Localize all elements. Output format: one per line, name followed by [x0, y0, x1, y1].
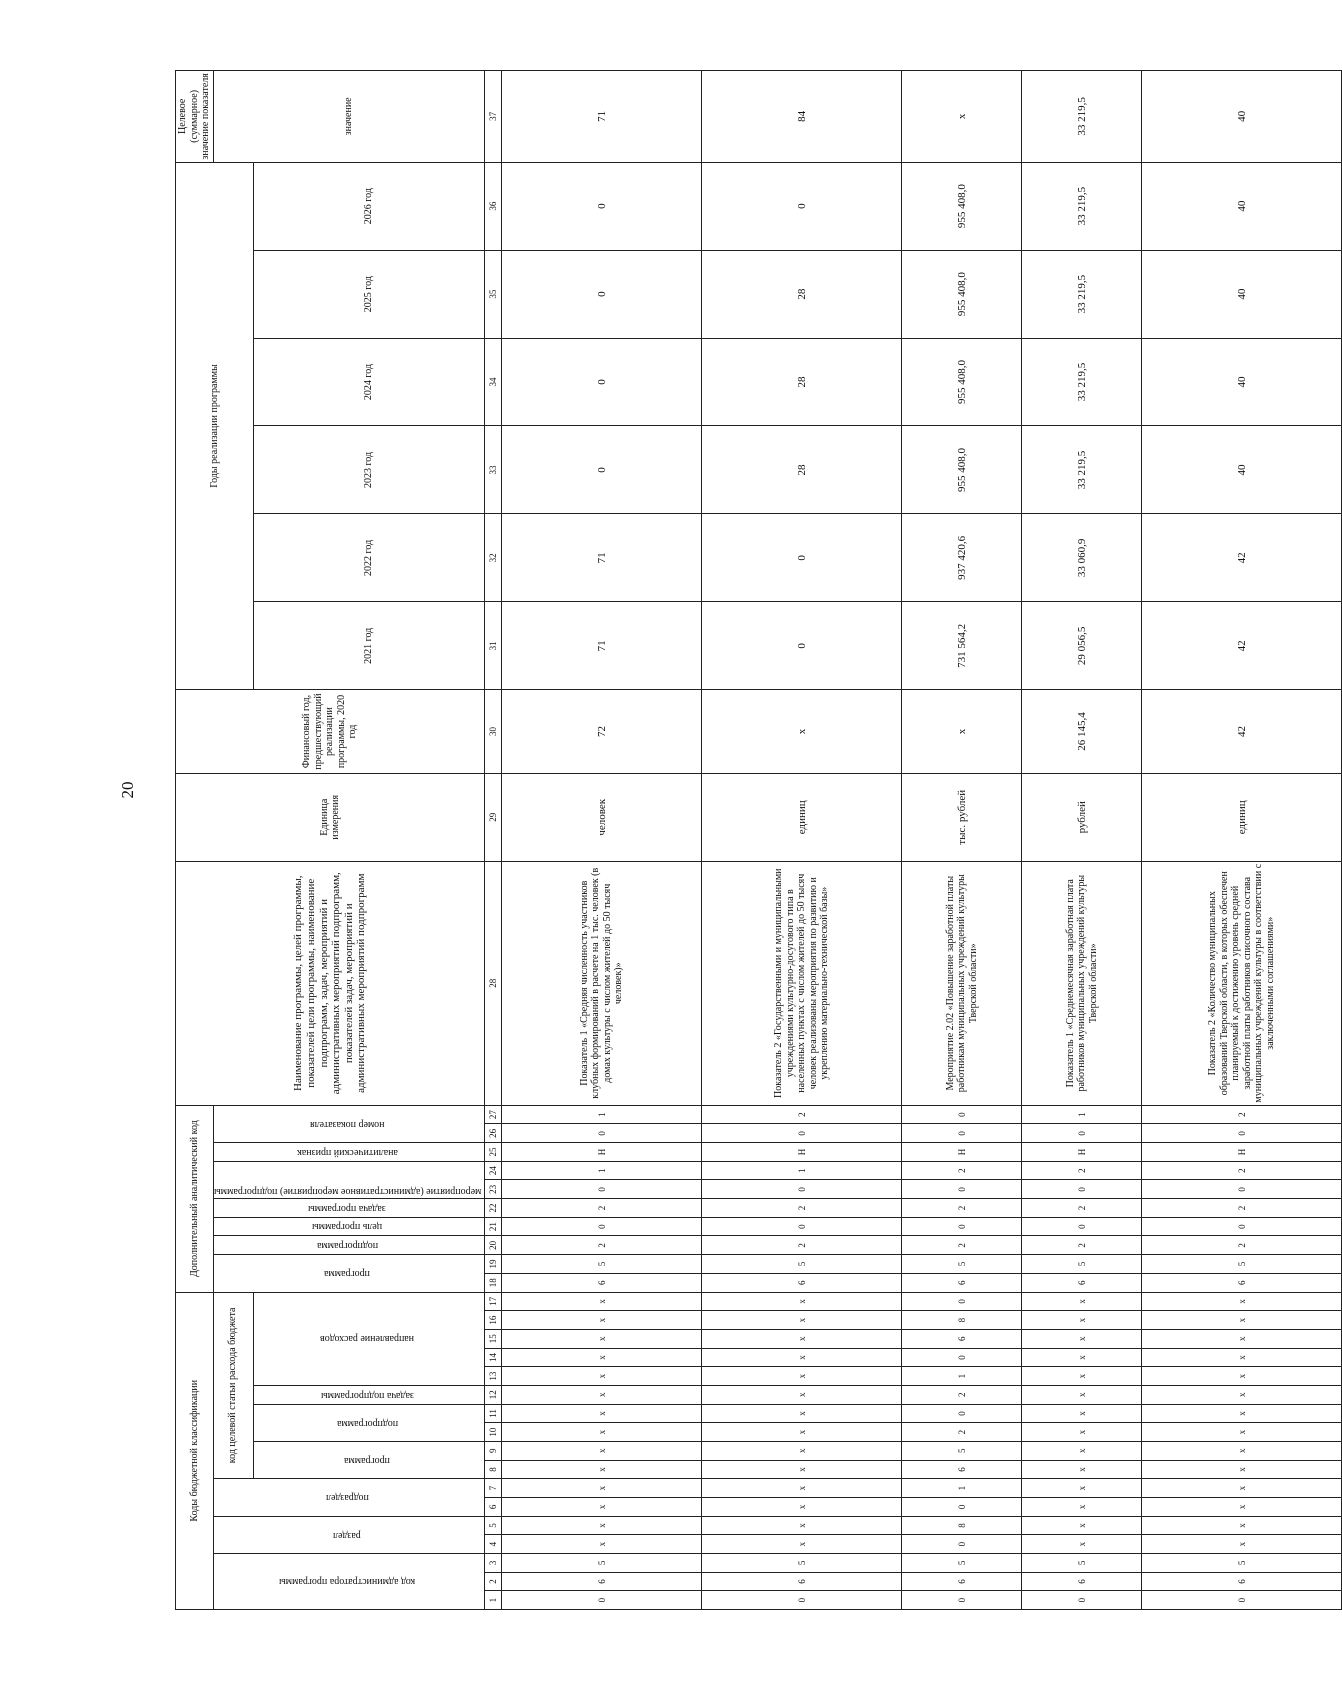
code-cell: 1	[902, 1367, 1022, 1386]
column-number: 34	[485, 338, 502, 426]
column-number: 5	[485, 1516, 502, 1535]
column-number-row	[485, 71, 502, 1610]
row-base-year: х	[702, 690, 902, 774]
code-cell: 0	[902, 1124, 1022, 1143]
code-cell: Н	[902, 1143, 1022, 1162]
code-cell: 2	[702, 1199, 902, 1218]
row-value-2023: 28	[702, 426, 902, 514]
code-cell: х	[702, 1404, 902, 1423]
code-cell: х	[1022, 1367, 1142, 1386]
row-value-2026: 0	[702, 162, 902, 250]
code-cell: 6	[1022, 1273, 1142, 1292]
code-cell: х	[502, 1348, 702, 1367]
code-cell: х	[1142, 1441, 1342, 1460]
code-cell: х	[1022, 1441, 1142, 1460]
code-cell: 5	[702, 1553, 902, 1572]
code-cell: 2	[902, 1236, 1022, 1255]
column-number: 26	[485, 1124, 502, 1143]
code-cell: 0	[502, 1180, 702, 1199]
row-name: Показатель 1 «Среднемесячная заработная плата работников муниципальных учреждений культуры Тверской области»	[1022, 861, 1142, 1105]
code-cell: 6	[902, 1572, 1022, 1591]
column-number: 27	[485, 1105, 502, 1124]
code-cell: х	[1022, 1311, 1142, 1330]
code-cell: х	[1142, 1497, 1342, 1516]
column-number: 1	[485, 1591, 502, 1610]
code-cell: х	[702, 1479, 902, 1498]
row-value-2022: 0	[702, 514, 902, 602]
table-row	[702, 71, 902, 1610]
code-cell: 6	[902, 1329, 1022, 1348]
header-podprogramma: подпрограмма	[213, 1236, 485, 1255]
row-value-2023: 33 219,5	[1022, 426, 1142, 514]
code-cell: 6	[502, 1273, 702, 1292]
column-number: 16	[485, 1311, 502, 1330]
code-cell: 0	[1022, 1124, 1142, 1143]
code-cell: 2	[502, 1199, 702, 1218]
header-2025: 2025 год	[253, 250, 485, 338]
column-number: 25	[485, 1143, 502, 1162]
column-number: 35	[485, 250, 502, 338]
code-cell: 0	[1142, 1124, 1342, 1143]
header-name: Наименование программы, целей программы, показателей цели программы, наименование подпрограмм, задач, мероприятий и административных мероприятий подпрограмм, показателей задач, мероприятий и административных мероприятий подпрограмм	[176, 861, 485, 1105]
row-value-2022: 937 420,6	[902, 514, 1022, 602]
code-cell: х	[502, 1385, 702, 1404]
column-number: 8	[485, 1460, 502, 1479]
header-admin-code: код администратора программы	[213, 1553, 485, 1609]
column-number: 17	[485, 1292, 502, 1311]
code-cell: 5	[1142, 1553, 1342, 1572]
code-cell: 0	[1022, 1217, 1142, 1236]
row-base-year: 42	[1142, 690, 1342, 774]
code-cell: х	[1022, 1479, 1142, 1498]
table-row	[1022, 71, 1142, 1610]
header-podprogramma-budget: подпрограмма	[253, 1404, 485, 1441]
row-value-2024: 33 219,5	[1022, 338, 1142, 426]
row-value-2025: 33 219,5	[1022, 250, 1142, 338]
code-cell: х	[1022, 1385, 1142, 1404]
code-cell: 0	[902, 1180, 1022, 1199]
row-value-2025: 955 408,0	[902, 250, 1022, 338]
row-target-value: х	[902, 71, 1022, 163]
code-cell: х	[1142, 1535, 1342, 1554]
column-number: 7	[485, 1479, 502, 1498]
code-cell: 5	[1142, 1255, 1342, 1274]
code-cell: х	[502, 1311, 702, 1330]
code-cell: 5	[1022, 1255, 1142, 1274]
code-cell: х	[1142, 1460, 1342, 1479]
code-cell: х	[1142, 1423, 1342, 1442]
code-cell: 6	[1142, 1273, 1342, 1292]
code-cell: 0	[502, 1124, 702, 1143]
code-cell: 0	[902, 1105, 1022, 1124]
code-cell: 1	[1022, 1105, 1142, 1124]
code-cell: х	[1022, 1535, 1142, 1554]
header-years-group: Годы реализации программы	[176, 162, 254, 690]
header-nomer-pokazatelya: номер показателя	[213, 1105, 485, 1142]
code-cell: 8	[902, 1311, 1022, 1330]
column-number: 14	[485, 1348, 502, 1367]
code-cell: 2	[902, 1199, 1022, 1218]
code-cell: х	[702, 1385, 902, 1404]
code-cell: 0	[702, 1124, 902, 1143]
code-cell: 0	[902, 1348, 1022, 1367]
header-target: Целевое (суммарное) значение показателя	[176, 71, 214, 163]
table-row	[502, 71, 702, 1610]
header-zadacha-podprogrammy: задача подпрограммы	[253, 1385, 485, 1404]
code-cell: 2	[902, 1385, 1022, 1404]
code-cell: х	[1142, 1404, 1342, 1423]
code-cell: х	[1142, 1348, 1342, 1367]
column-number: 20	[485, 1236, 502, 1255]
code-cell: 0	[902, 1404, 1022, 1423]
header-napravlenie: направление расходов	[253, 1292, 485, 1385]
code-cell: 2	[702, 1236, 902, 1255]
code-cell: х	[502, 1329, 702, 1348]
column-number: 29	[485, 773, 502, 861]
code-cell: 5	[502, 1553, 702, 1572]
code-cell: х	[702, 1348, 902, 1367]
code-cell: 2	[1142, 1236, 1342, 1255]
row-unit: единиц	[1142, 773, 1342, 861]
code-cell: х	[502, 1292, 702, 1311]
code-cell: 2	[1022, 1236, 1142, 1255]
code-cell: Н	[702, 1143, 902, 1162]
column-number: 15	[485, 1329, 502, 1348]
code-cell: х	[1022, 1404, 1142, 1423]
code-cell: Н	[502, 1143, 702, 1162]
code-cell: 2	[1022, 1199, 1142, 1218]
row-value-2026: 33 219,5	[1022, 162, 1142, 250]
column-number: 33	[485, 426, 502, 514]
code-cell: х	[702, 1535, 902, 1554]
table-row	[902, 71, 1022, 1610]
column-number: 13	[485, 1367, 502, 1386]
row-name: Мероприятие 2.02 «Повышение заработной платы работникам муниципальных учреждений культуры Тверской области»	[902, 861, 1022, 1105]
column-number: 9	[485, 1441, 502, 1460]
code-cell: 5	[702, 1255, 902, 1274]
code-cell: 5	[902, 1441, 1022, 1460]
code-cell: х	[1022, 1497, 1142, 1516]
column-number: 23	[485, 1180, 502, 1199]
code-cell: 0	[1142, 1180, 1342, 1199]
header-2024: 2024 год	[253, 338, 485, 426]
column-number: 31	[485, 602, 502, 690]
code-cell: х	[1022, 1516, 1142, 1535]
header-programma: программа	[213, 1255, 485, 1292]
code-cell: 6	[1022, 1572, 1142, 1591]
code-cell: 6	[902, 1273, 1022, 1292]
code-cell: 2	[1022, 1161, 1142, 1180]
row-value-2025: 0	[502, 250, 702, 338]
row-name: Показатель 1 «Средняя численность участников клубных формирований в расчете на 1 тыс. человек (в домах культуры с числом жителей до 50 тысяч человек)»	[502, 861, 702, 1105]
code-cell: х	[502, 1423, 702, 1442]
header-budget-codes: Коды бюджетной классификации	[176, 1292, 214, 1609]
row-target-value: 71	[502, 71, 702, 163]
header-2021: 2021 год	[253, 602, 485, 690]
row-unit: единиц	[702, 773, 902, 861]
code-cell: 0	[702, 1591, 902, 1610]
header-razdel: раздел	[213, 1516, 485, 1553]
column-number: 11	[485, 1404, 502, 1423]
row-value-2021: 42	[1142, 602, 1342, 690]
code-cell: 0	[1022, 1180, 1142, 1199]
row-value-2023: 40	[1142, 426, 1342, 514]
row-value-2021: 71	[502, 602, 702, 690]
row-value-2024: 40	[1142, 338, 1342, 426]
code-cell: х	[502, 1404, 702, 1423]
row-value-2024: 28	[702, 338, 902, 426]
code-cell: 6	[502, 1572, 702, 1591]
code-cell: х	[1022, 1460, 1142, 1479]
code-cell: х	[1022, 1292, 1142, 1311]
header-2022: 2022 год	[253, 514, 485, 602]
column-number: 4	[485, 1535, 502, 1554]
code-cell: х	[1022, 1423, 1142, 1442]
code-cell: 0	[902, 1497, 1022, 1516]
rotated-table-container	[175, 70, 1276, 1610]
row-base-year: 72	[502, 690, 702, 774]
header-podrazdel: подраздел	[213, 1479, 485, 1516]
code-cell: х	[702, 1423, 902, 1442]
code-cell: 6	[702, 1273, 902, 1292]
code-cell: 2	[902, 1161, 1022, 1180]
code-cell: х	[1142, 1311, 1342, 1330]
code-cell: 5	[502, 1255, 702, 1274]
code-cell: 5	[902, 1553, 1022, 1572]
column-number: 6	[485, 1497, 502, 1516]
row-value-2025: 28	[702, 250, 902, 338]
code-cell: 2	[502, 1236, 702, 1255]
row-value-2023: 0	[502, 426, 702, 514]
row-unit: рублей	[1022, 773, 1142, 861]
row-name: Показатель 2 «Количество муниципальных образований Тверской области, в которых обеспечен планируемый к достижению уровень средней заработной платы работников списочного состава муниципальных учреждений культуры в соответствии с заключенными соглашениями»	[1142, 861, 1342, 1105]
row-value-2023: 955 408,0	[902, 426, 1022, 514]
code-cell: х	[502, 1516, 702, 1535]
code-cell: 0	[502, 1217, 702, 1236]
header-unit: Единица измерения	[176, 773, 485, 861]
code-cell: х	[702, 1329, 902, 1348]
header-zadacha-programmy: задача программы	[213, 1199, 485, 1218]
code-cell: 1	[702, 1161, 902, 1180]
code-cell: 0	[1142, 1591, 1342, 1610]
row-value-2026: 0	[502, 162, 702, 250]
row-value-2021: 0	[702, 602, 902, 690]
code-cell: х	[502, 1367, 702, 1386]
code-cell: 0	[1022, 1591, 1142, 1610]
row-unit: тыс. рублей	[902, 773, 1022, 861]
column-number: 37	[485, 71, 502, 163]
column-number: 36	[485, 162, 502, 250]
row-target-value: 84	[702, 71, 902, 163]
code-cell: х	[702, 1516, 902, 1535]
header-target-value: значение	[213, 71, 485, 163]
row-value-2022: 42	[1142, 514, 1342, 602]
header-programma-budget: программа	[253, 1441, 485, 1478]
code-cell: х	[702, 1311, 902, 1330]
column-number: 32	[485, 514, 502, 602]
row-unit: человек	[502, 773, 702, 861]
code-cell: х	[502, 1441, 702, 1460]
code-cell: 0	[902, 1217, 1022, 1236]
code-cell: 2	[902, 1423, 1022, 1442]
program-indicators-table	[175, 70, 1342, 1610]
column-number: 28	[485, 861, 502, 1105]
code-cell: х	[702, 1460, 902, 1479]
column-number: 18	[485, 1273, 502, 1292]
row-name: Показатель 2 «Государственными и муниципальными учреждениями культурно-досугового типа в населенных пунктах с числом жителей до 50 тысяч человек реализованы мероприятия по развитию и укреплению материально-технической базы»	[702, 861, 902, 1105]
column-number: 3	[485, 1553, 502, 1572]
code-cell: 1	[502, 1105, 702, 1124]
column-number: 10	[485, 1423, 502, 1442]
code-cell: х	[1142, 1329, 1342, 1348]
row-value-2026: 955 408,0	[902, 162, 1022, 250]
code-cell: х	[702, 1292, 902, 1311]
code-cell: 2	[1142, 1199, 1342, 1218]
code-cell: 0	[1142, 1217, 1342, 1236]
code-cell: 6	[902, 1460, 1022, 1479]
code-cell: 6	[1142, 1572, 1342, 1591]
row-value-2022: 33 060,9	[1022, 514, 1142, 602]
column-number: 19	[485, 1255, 502, 1274]
code-cell: х	[502, 1479, 702, 1498]
code-cell: х	[502, 1535, 702, 1554]
row-value-2024: 0	[502, 338, 702, 426]
column-number: 2	[485, 1572, 502, 1591]
row-target-value: 33 219,5	[1022, 71, 1142, 163]
code-cell: 0	[902, 1535, 1022, 1554]
code-cell: 0	[902, 1591, 1022, 1610]
row-value-2026: 40	[1142, 162, 1342, 250]
row-value-2021: 29 056,5	[1022, 602, 1142, 690]
code-cell: Н	[1022, 1143, 1142, 1162]
code-cell: х	[1022, 1348, 1142, 1367]
column-number: 21	[485, 1217, 502, 1236]
header-2023: 2023 год	[253, 426, 485, 514]
code-cell: х	[502, 1460, 702, 1479]
page-number: 20	[118, 781, 137, 799]
header-meropriyatie: мероприятие (административное мероприятие) подпрограммы	[213, 1161, 485, 1198]
code-cell: х	[1142, 1516, 1342, 1535]
code-cell: 2	[702, 1105, 902, 1124]
code-cell: 5	[1022, 1553, 1142, 1572]
code-cell: х	[502, 1497, 702, 1516]
code-cell: 0	[702, 1180, 902, 1199]
code-cell: х	[702, 1367, 902, 1386]
row-base-year: х	[902, 690, 1022, 774]
code-cell: 8	[902, 1516, 1022, 1535]
header-2026: 2026 год	[253, 162, 485, 250]
column-number: 22	[485, 1199, 502, 1218]
code-cell: х	[702, 1441, 902, 1460]
code-cell: х	[1142, 1292, 1342, 1311]
code-cell: 2	[1142, 1105, 1342, 1124]
row-base-year: 26 145,4	[1022, 690, 1142, 774]
code-cell: 1	[902, 1479, 1022, 1498]
code-cell: х	[702, 1497, 902, 1516]
header-analit-priznak: аналитический признак	[213, 1143, 485, 1162]
header-target-code: код целевой статьи расхода бюджета	[213, 1292, 253, 1479]
header-cel-programmy: цель программы	[213, 1217, 485, 1236]
code-cell: 1	[502, 1161, 702, 1180]
code-cell: 0	[702, 1217, 902, 1236]
code-cell: 6	[702, 1572, 902, 1591]
table-row	[1142, 71, 1342, 1610]
column-number: 12	[485, 1385, 502, 1404]
column-number: 30	[485, 690, 502, 774]
code-cell: х	[1022, 1329, 1142, 1348]
code-cell: х	[1142, 1367, 1342, 1386]
code-cell: х	[1142, 1385, 1342, 1404]
row-value-2021: 731 564,2	[902, 602, 1022, 690]
row-value-2025: 40	[1142, 250, 1342, 338]
code-cell: 2	[1142, 1161, 1342, 1180]
header-analytic-code: Дополнительный аналитический код	[176, 1105, 214, 1292]
row-target-value: 40	[1142, 71, 1342, 163]
code-cell: 5	[902, 1255, 1022, 1274]
code-cell: 0	[902, 1292, 1022, 1311]
code-cell: х	[1142, 1479, 1342, 1498]
code-cell: Н	[1142, 1143, 1342, 1162]
row-value-2022: 71	[502, 514, 702, 602]
code-cell: 0	[502, 1591, 702, 1610]
column-number: 24	[485, 1161, 502, 1180]
header-base-year: Финансовый год, предшествующий реализации программы, 2020 год	[176, 690, 485, 774]
row-value-2024: 955 408,0	[902, 338, 1022, 426]
